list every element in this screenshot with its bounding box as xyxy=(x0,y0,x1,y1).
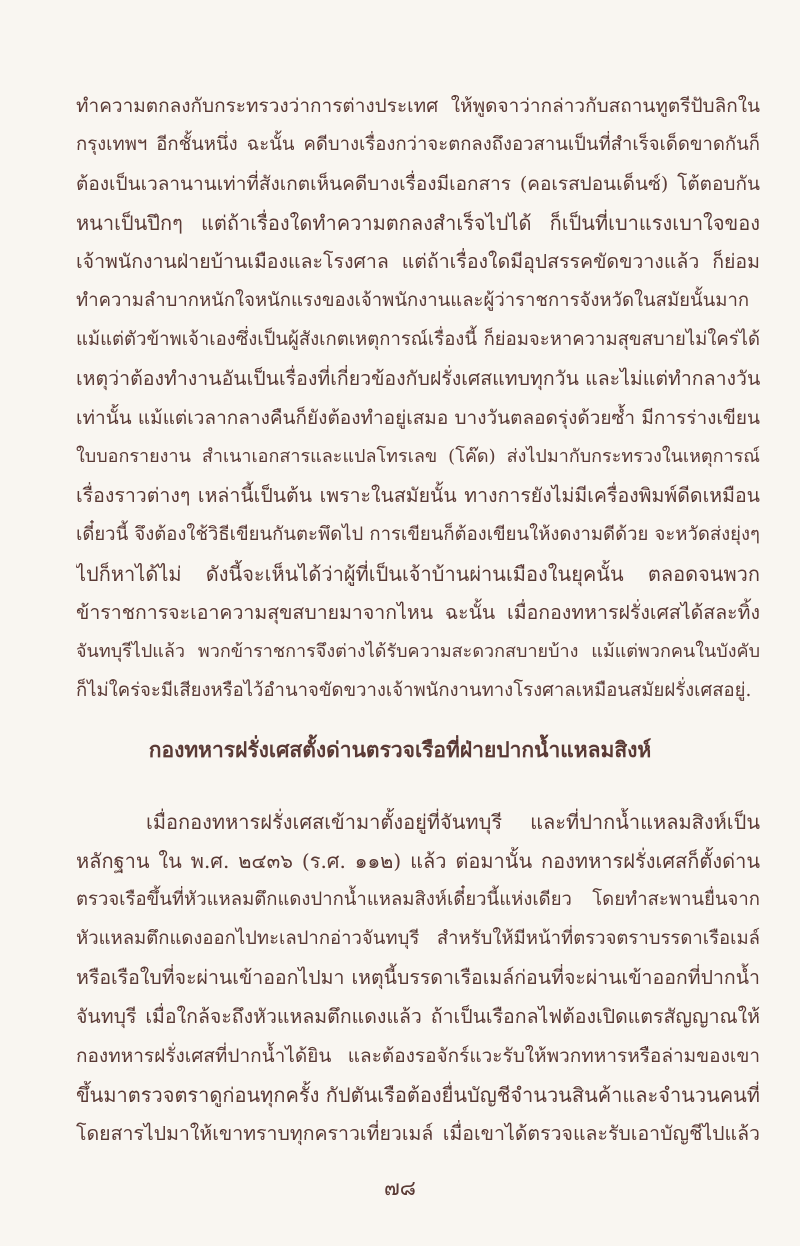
paragraph-line: ตรวจเรือขึ้นที่หัวแหลมตึกแดงปากน้ำแหลมสิงห์เดี๋ยวนี้แห่งเดียว โดยทำสะพานยื่นจาก xyxy=(76,889,760,910)
paragraph-line: จันทบุรีไปแล้ว พวกข้าราชการจึงต่างได้รับความสะดวกสบายบ้าง แม้แต่พวกคนในบังคับ xyxy=(76,641,760,662)
paragraph-line: ใบบอกรายงาน สำเนาเอกสารและแปลโทรเลข (โค๊ด) ส่งไปมากับกระทรวงในเหตุการณ์ xyxy=(76,446,760,467)
paragraph-line: จันทบุรี เมื่อใกล้จะถึงหัวแหลมตึกแดงแล้ว ถ้าเป็นเรือกลไฟต้องเปิดแตรสัญญาณให้ xyxy=(76,1005,760,1028)
paragraph-line: เรื่องราวต่างๆ เหล่านี้เป็นต้น เพราะในสมัยนั้น ทางการยังไม่มีเครื่องพิมพ์ดีดเหมือน xyxy=(76,484,760,507)
section-heading: กองทหารฝรั่งเศสตั้งด่านตรวจเรือที่ฝ่ายปากน้ำแหลมสิงห์ xyxy=(148,737,652,762)
page-number: ๗๘ xyxy=(384,1176,416,1200)
paragraph-line: ไปก็หาได้ไม่ ดังนี้จะเห็นได้ว่าผู้ที่เป็นเจ้าบ้านผ่านเมืองในยุคนั้น ตลอดจนพวก xyxy=(76,562,760,586)
paragraph-line: แม้แต่ตัวข้าพเจ้าเองซึ่งเป็นผู้สังเกตเหตุการณ์เรื่องนี้ ก็ย่อมจะหาความสุขสบายไม่ใคร่ได้ xyxy=(76,329,760,350)
paragraph-line: เท่านั้น แม้แต่เวลากลางคืนก็ยังต้องทำอยู่เสมอ บางวันตลอดรุ่งด้วยซ้ำ มีการร่างเขียน xyxy=(76,407,760,429)
paragraph-line: โดยสารไปมาให้เขาทราบทุกคราวเที่ยวเมล์ เมื่อเขาได้ตรวจและรับเอาบัญชีไปแล้ว xyxy=(76,1122,760,1145)
paragraph-line: หรือเรือใบที่จะผ่านเข้าออกไปมา เหตุนี้บรรดาเรือเมล์ก่อนที่จะผ่านเข้าออกที่ปากน้ำ xyxy=(76,966,760,989)
paragraph-line: เมื่อกองทหารฝรั่งเศสเข้ามาตั้งอยู่ที่จันทบุรี และที่ปากน้ำแหลมสิงห์เป็น xyxy=(146,810,760,834)
paragraph-line: ทำความลำบากหนักใจหนักแรงของเจ้าพนักงานและผู้ว่าราชการจังหวัดในสมัยนั้นมาก xyxy=(76,290,750,311)
paragraph-line: ข้าราชการจะเอาความสุขสบายมาจากไหน ฉะนั้น เมื่อกองทหารฝรั่งเศสได้สละทิ้ง xyxy=(76,601,760,624)
paragraph-line: ทำความตกลงกับกระทรวงว่าการต่างประเทศ ให้พูดจาว่ากล่าวกับสถานทูตรีปับลิกใน xyxy=(76,95,760,117)
paragraph-line: หนาเป็นปึกๆ แต่ถ้าเรื่องใดทำความตกลงสำเร็จไปได้ ก็เป็นที่เบาแรงเบาใจของ xyxy=(76,211,760,235)
paragraph-line: เจ้าพนักงานฝ่ายบ้านเมืองและโรงศาล แต่ถ้าเรื่องใดมีอุปสรรคขัดขวางแล้ว ก็ย่อม xyxy=(76,250,760,273)
paragraph-line: ขึ้นมาตรวจตราดูก่อนทุกครั้ง กัปตันเรือต้องยื่นบัญชีจำนวนสินค้าและจำนวนคนที่ xyxy=(76,1083,760,1107)
paragraph-line: เดี๋ยวนี้ จึงต้องใช้วิธีเขียนกันตะพึดไป การเขียนก็ต้องเขียนให้งดงามดีด้วย จะหวัดส่งยุ่งๆ xyxy=(76,524,760,545)
paragraph-line: กองทหารฝรั่งเศสที่ปากน้ำได้ยิน และต้องรอจักร์แวะรับให้พวกทหารหรือล่ามของเขา xyxy=(76,1045,760,1067)
paragraph-line: หลักฐาน ใน พ.ศ. ๒๔๓๖ (ร.ศ. ๑๑๒) แล้ว ต่อมานั้น กองทหารฝรั่งเศสก็ตั้งด่าน xyxy=(76,849,760,873)
paragraph-line: ต้องเป็นเวลานานเท่าที่สังเกตเห็นคดีบางเรื่องมีเอกสาร (คอเรสปอนเด็นซ์) โต้ตอบกัน xyxy=(76,173,760,195)
paragraph-line: ก็ไม่ใคร่จะมีเสียงหรือไว้อำนาจขัดขวางเจ้าพนักงานทางโรงศาลเหมือนสมัยฝรั่งเศสอยู่. xyxy=(76,680,752,701)
paragraph-line: กรุงเทพฯ อีกชั้นหนึ่ง ฉะนั้น คดีบางเรื่องกว่าจะตกลงถึงอวสานเป็นที่สำเร็จเด็ดขาดกันก็ xyxy=(76,134,760,155)
paragraph-line: หัวแหลมตึกแดงออกไปทะเลปากอ่าวจันทบุรี สำหรับให้มีหน้าที่ตรวจตราบรรดาเรือเมล์ xyxy=(76,928,760,949)
paragraph-line: เหตุว่าต้องทำงานอันเป็นเรื่องที่เกี่ยวข้องกับฝรั่งเศสแทบทุกวัน และไม่แต่ทำกลางวัน xyxy=(76,367,760,390)
